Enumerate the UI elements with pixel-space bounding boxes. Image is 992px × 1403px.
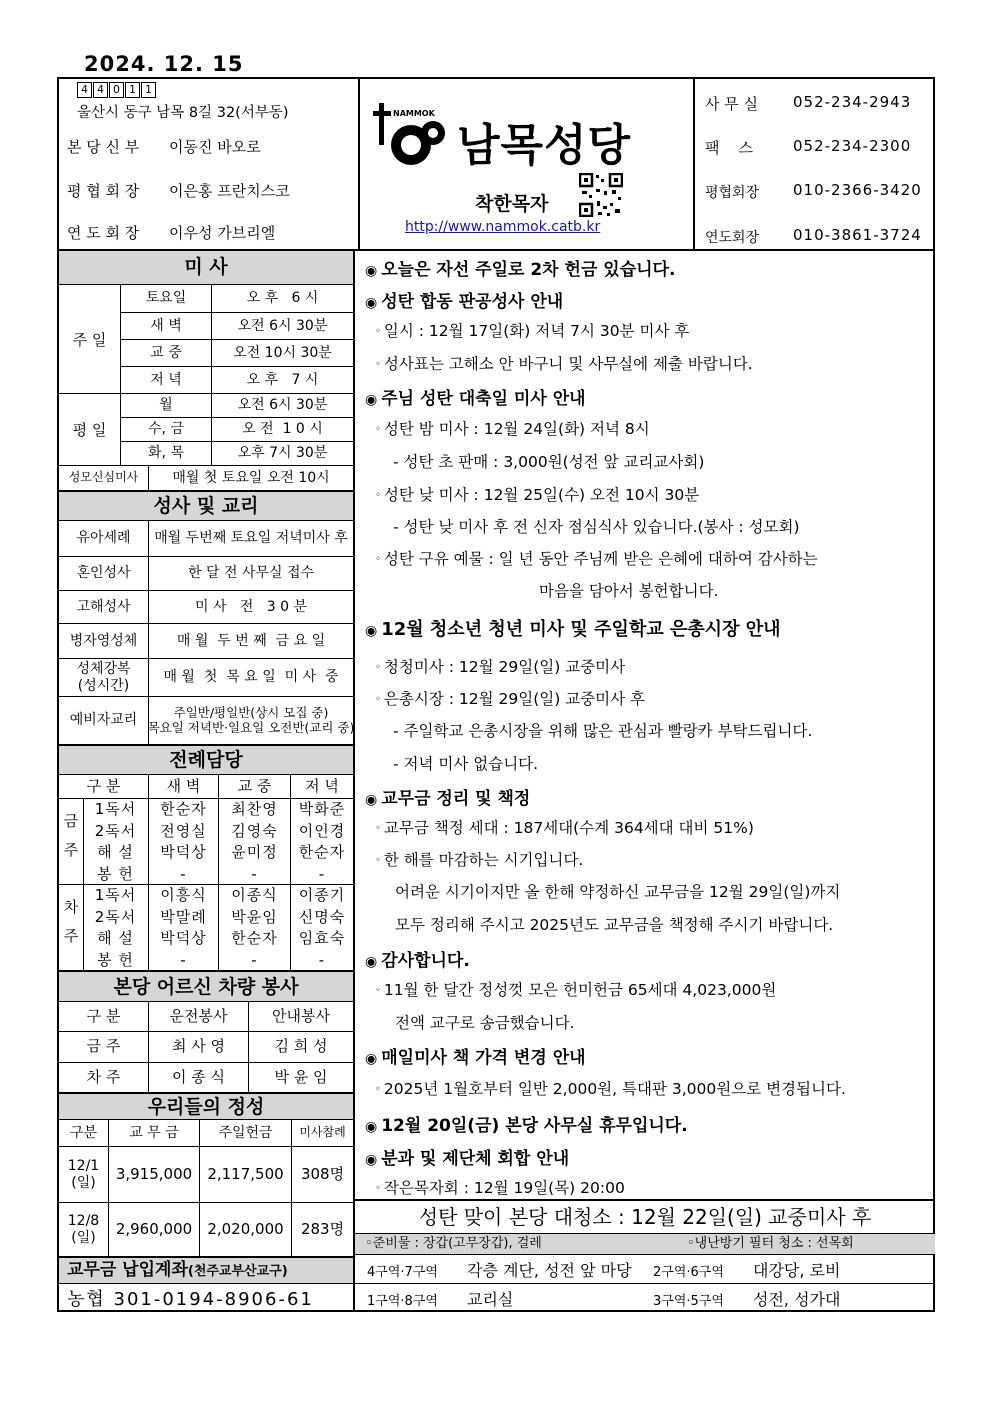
sacrament-row: 병자영성체 매 월 두 번 째 금 요 일 xyxy=(59,624,353,659)
council-president-name: 이은홍 프란치스코 xyxy=(169,182,290,200)
fax-label: 팩 스 xyxy=(705,139,754,157)
mass-row: 토요일 오 후 6 시 xyxy=(121,285,353,313)
liturgy-person: - xyxy=(180,950,187,969)
qr-code-icon xyxy=(579,173,623,217)
cleaning-title: 성탄 맞이 본당 대청소 : 12월 22일(일) 교중미사 후 xyxy=(418,1205,872,1229)
notice-item: ◦ 성탄 밤 미사 : 12월 24일(화) 저녁 8시 xyxy=(375,420,650,438)
left-column xyxy=(57,251,355,1312)
small-circle-icon: ◦ xyxy=(375,1183,381,1194)
liturgy-person: 신명숙 xyxy=(298,907,346,926)
vehicle-row: 차 주 이 종 식 박 윤 임 xyxy=(59,1063,353,1093)
notice-line: - 주일학교 은총시장을 위해 많은 관심과 빨랑카 부탁드립니다. xyxy=(393,722,813,740)
small-circle-icon: ◦ xyxy=(375,554,381,565)
liturgy-week-label: 금주 xyxy=(59,799,84,884)
notice-item: ◦ 2025년 1월호부터 일반 2,000원, 특대판 3,000원으로 변경됩니다. xyxy=(375,1080,846,1098)
notice-item: ◦ 작은목자회 : 12월 19일(목) 20:00 xyxy=(375,1179,625,1197)
yeondo-president-name: 이우성 가브리엘 xyxy=(169,224,276,242)
liturgy-person: 임효숙 xyxy=(298,929,346,947)
cleaning-filter: ◦냉난방기 필터 청소 : 선목회 xyxy=(687,1236,854,1251)
pastor-name: 이동진 바오로 xyxy=(169,138,261,156)
small-circle-icon: ◦ xyxy=(375,694,381,705)
notice-heading: ◉ 12월 20일(금) 본당 사무실 휴무입니다. xyxy=(365,1116,688,1136)
liturgy-person: 윤미정 xyxy=(231,843,278,861)
office-phone-label: 사 무 실 xyxy=(705,95,759,113)
notice-line: 전액 교구로 송금했습니다. xyxy=(395,1014,575,1032)
liturgy-col-roles xyxy=(83,799,149,884)
cleaning-area-row: 4구역·7구역 각층 계단, 성전 앞 마당 2구역·6구역 대강당, 로비 xyxy=(355,1255,935,1284)
small-circle-icon: ◦ xyxy=(375,1084,381,1095)
small-circle-icon: ◦ xyxy=(375,823,381,834)
small-circle-icon: ◦ xyxy=(375,326,381,337)
yeondo-phone: 010-3861-3724 xyxy=(793,226,922,244)
bullseye-icon: ◉ xyxy=(365,1051,378,1067)
small-circle-icon: ◦ xyxy=(375,424,381,435)
pastor-label: 본 당 신 부 xyxy=(67,138,140,156)
office-phone: 052-234-2943 xyxy=(793,93,912,111)
mass-row: 수, 금 오 전 1 0 시 xyxy=(121,418,353,442)
notice-item: ◦ 한 해를 마감하는 시기입니다. xyxy=(375,851,584,869)
liturgy-group xyxy=(59,885,353,971)
liturgy-person: 이흥식 xyxy=(160,886,207,904)
small-circle-icon: ◦ xyxy=(375,662,381,673)
liturgy-role: 봉 헌 xyxy=(97,864,134,883)
liturgy-person: 한순자 xyxy=(231,929,278,947)
liturgy-person: 박덕상 xyxy=(160,843,207,861)
offering-title: 우리들의 정성 xyxy=(59,1093,353,1120)
notice-item: ◦ 성탄 낮 미사 : 12월 25일(수) 오전 10시 30분 xyxy=(375,486,700,504)
slogan: 착한목자 xyxy=(475,193,549,215)
notice-item: ◦ 일시 : 12월 17일(화) 저녁 7시 30분 미사 후 xyxy=(375,322,690,340)
liturgy-col-roles xyxy=(83,885,149,970)
sacrament-row: 유아세례 매월 두번째 토요일 저녁미사 후 xyxy=(59,521,353,557)
mass-row: 성모신심미사 매월 첫 토요일 오전 10시 xyxy=(59,466,353,491)
mass-row: 교 중 오전 10시 30분 xyxy=(121,340,353,367)
header xyxy=(57,77,935,251)
bullseye-icon: ◉ xyxy=(365,392,378,408)
church-name: 남목성당 xyxy=(457,120,632,171)
mass-row: 월 오전 6시 30분 xyxy=(121,394,353,418)
cleaning-info-bar xyxy=(355,1233,935,1255)
bullseye-icon: ◉ xyxy=(365,295,378,311)
notice-line: 모두 정리해 주시고 2025년도 교무금을 책정해 주시기 바랍니다. xyxy=(395,916,834,934)
cleaning-area-row: 1구역·8구역 교리실 3구역·5구역 성전, 성가대 xyxy=(367,1290,841,1309)
bullseye-icon: ◉ xyxy=(365,792,378,808)
liturgy-person: - xyxy=(318,864,326,883)
vehicle-row: 금 주 최 사 영 김 희 성 xyxy=(59,1032,353,1063)
cleaning-prep: ◦준비물 : 장갑(고무장갑), 걸레 xyxy=(365,1236,542,1251)
logo-small-text: NAMMOK xyxy=(393,109,435,118)
liturgy-person: - xyxy=(251,864,258,883)
liturgy-week-label: 차주 xyxy=(59,885,84,970)
sacrament-row: 혼인성사 한 달 전 사무실 접수 xyxy=(59,557,353,591)
notices-column xyxy=(355,251,935,1312)
liturgy-col-main xyxy=(219,799,291,884)
liturgy-person: 이인경 xyxy=(298,821,346,840)
notice-line: - 성탄 초 판매 : 3,000원(성전 앞 교리교사회) xyxy=(393,453,705,471)
small-circle-icon: ◦ xyxy=(375,985,381,996)
vehicle-title: 본당 어르신 차량 봉사 xyxy=(59,971,353,1002)
bullseye-icon: ◉ xyxy=(365,623,378,639)
mass-row: 화, 목 오후 7시 30분 xyxy=(121,442,353,466)
church-logo-icon xyxy=(371,97,453,169)
website-link[interactable]: http://www.nammok.catb.kr xyxy=(405,219,601,235)
mass-title: 미 사 xyxy=(59,251,353,285)
liturgy-col-dawn xyxy=(149,885,219,970)
liturgy-person: 전영실 xyxy=(160,821,207,840)
notice-item: ◦ 은총시장 : 12월 29일(일) 교중미사 후 xyxy=(375,690,645,708)
council-phone-label: 평협회장 xyxy=(705,185,760,201)
sacrament-row: 고해성사 미 사 전 3 0 분 xyxy=(59,591,353,624)
liturgy-body xyxy=(59,799,353,971)
liturgy-person: 이종식 xyxy=(231,886,278,904)
liturgy-role: 2독서 xyxy=(94,907,137,926)
council-phone: 010-2366-3420 xyxy=(793,181,922,199)
liturgy-col-evening xyxy=(291,885,353,970)
liturgy-person: 박말례 xyxy=(160,907,207,926)
notice-item: ◦ 성탄 구유 예물 : 일 년 동안 주님께 받은 은혜에 대하여 감사하는 xyxy=(375,550,818,568)
offering-row: 12/1 (일) 3,915,000 2,117,500 308명 xyxy=(59,1147,353,1203)
notice-item: ◦ 성사표는 고해소 안 바구니 및 사무실에 제출 바랍니다. xyxy=(375,355,753,373)
fax-number: 052-234-2300 xyxy=(793,137,912,155)
liturgy-group xyxy=(59,799,353,885)
liturgy-person: - xyxy=(180,864,187,883)
weekday-label: 평 일 xyxy=(59,394,121,466)
notice-heading: ◉ 감사합니다. xyxy=(365,951,470,971)
postal-code: 4 4 0 1 1 xyxy=(77,82,156,98)
notice-heading: ◉ 성탄 합동 판공성사 안내 xyxy=(365,292,564,312)
bullseye-icon: ◉ xyxy=(365,1119,378,1135)
small-circle-icon: ◦ xyxy=(375,855,381,866)
bullseye-icon: ◉ xyxy=(365,1152,378,1168)
account-number: 농협 301-0194-8906-61 xyxy=(67,1289,314,1310)
sunday-label: 주 일 xyxy=(59,285,121,394)
notice-line: - 저녁 미사 없습니다. xyxy=(393,755,539,773)
notice-heading: ◉ 교무금 정리 및 책정 xyxy=(365,789,531,809)
small-circle-icon: ◦ xyxy=(375,490,381,501)
liturgy-person: 한순자 xyxy=(160,800,207,818)
notice-heading: ◉ 12월 청소년 청년 미사 및 주일학교 은총시장 안내 xyxy=(365,619,781,640)
account-title-bar: 교무금 납입계좌(천주교부산교구) xyxy=(59,1258,353,1284)
liturgy-col-dawn xyxy=(149,799,219,884)
liturgy-person: 박윤임 xyxy=(231,907,278,926)
liturgy-person: 이종기 xyxy=(298,886,346,904)
notice-item: ◦ 교무금 책정 세대 : 187세대(수계 364세대 대비 51%) xyxy=(375,819,754,837)
notice-heading: ◉ 분과 및 제단체 회합 안내 xyxy=(365,1149,570,1169)
bullseye-icon: ◉ xyxy=(365,954,378,970)
notice-item: ◦ 11월 한 달간 정성껏 모은 헌미헌금 65세대 4,023,000원 xyxy=(375,981,777,999)
yeondo-phone-label: 연도회장 xyxy=(705,230,760,246)
liturgy-person: - xyxy=(251,950,258,969)
sacraments-title: 성사 및 교리 xyxy=(59,491,353,521)
address: 울산시 동구 남목 8길 32(서부동) xyxy=(77,105,289,121)
mass-row: 새 벽 오전 6시 30분 xyxy=(121,313,353,340)
liturgy-person: 최찬영 xyxy=(231,800,278,818)
liturgy-header-row: 구 분 새 벽 교 중 저 녁 xyxy=(59,775,353,799)
liturgy-role: 해 설 xyxy=(97,843,134,861)
bullseye-icon: ◉ xyxy=(365,263,378,279)
yeondo-president-label: 연 도 회 장 xyxy=(67,224,140,242)
liturgy-col-evening xyxy=(291,799,353,884)
notice-line: 어려운 시기이지만 올 한해 약정하신 교무금을 12월 29일(일)까지 xyxy=(395,883,841,901)
notice-line: 마음을 담아서 봉헌합니다. xyxy=(539,582,719,600)
cleaning-box xyxy=(355,1199,935,1314)
liturgy-role: 1독서 xyxy=(94,886,137,904)
liturgy-person: 박덕상 xyxy=(160,929,207,947)
liturgy-person: - xyxy=(318,950,326,969)
liturgy-role: 2독서 xyxy=(94,821,137,840)
notice-line: - 성탄 낮 미사 후 전 신자 점심식사 있습니다.(봉사 : 성모회) xyxy=(393,518,800,536)
offering-row: 12/8 (일) 2,960,000 2,020,000 283명 xyxy=(59,1203,353,1258)
small-circle-icon: ◦ xyxy=(375,359,381,370)
notice-heading: ◉ 주님 성탄 대축일 미사 안내 xyxy=(365,389,586,409)
liturgy-col-main xyxy=(219,885,291,970)
liturgy-role: 봉 헌 xyxy=(97,950,134,969)
mass-row: 저 녁 오 후 7 시 xyxy=(121,367,353,394)
liturgy-role: 1독서 xyxy=(94,800,137,818)
sacrament-row: 성체강복 (성시간) 매 월 첫 목 요 일 미 사 중 xyxy=(59,659,353,697)
offering-header-row: 구분 교 무 금 주일헌금 미사참례 xyxy=(59,1120,353,1147)
liturgy-person: 박화준 xyxy=(298,800,346,818)
notice-heading: ◉ 매일미사 책 가격 변경 안내 xyxy=(365,1048,586,1068)
council-president-label: 평 협 회 장 xyxy=(67,182,140,200)
bulletin-date: 2024. 12. 15 xyxy=(84,52,244,76)
notice-heading: ◉ 오늘은 자선 주일로 2차 헌금 있습니다. xyxy=(365,260,676,280)
liturgy-person: 김영숙 xyxy=(231,821,278,840)
sacrament-row: 예비자교리 주일반/평일반(상시 모집 중) 목요일 저녁반·일요일 오전반(교리 중) xyxy=(59,697,353,745)
vehicle-header-row: 구 분 운전봉사 안내봉사 xyxy=(59,1002,353,1032)
liturgy-role: 해 설 xyxy=(97,929,134,947)
notice-item: ◦ 청청미사 : 12월 29일(일) 교중미사 xyxy=(375,658,626,676)
liturgy-title: 전례담당 xyxy=(59,745,353,775)
liturgy-person: 한순자 xyxy=(298,843,346,861)
